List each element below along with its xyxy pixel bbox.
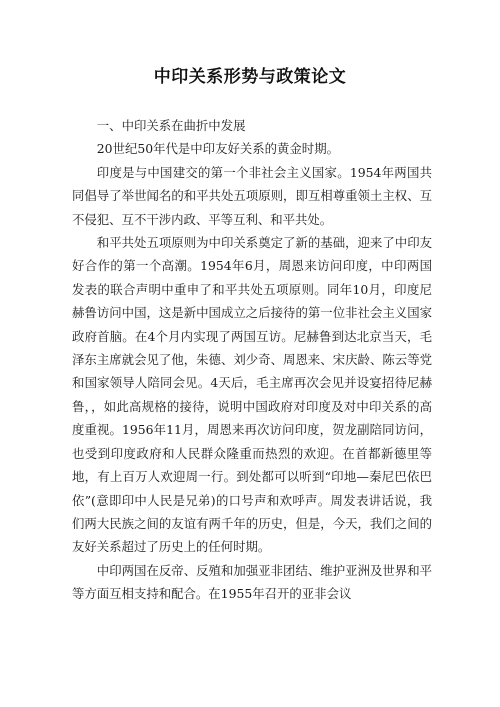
document-body	[72, 114, 432, 606]
paragraph-2: 印度是与中国建交的第一个非社会主义国家。1954年两国共同倡导了举世闻名的和平共处五项原则，即互相尊重领土主权、互不侵犯、互不干涉内政、平等互利、和平共处。	[72, 164, 432, 227]
paragraph-1: 20世纪50年代是中印友好关系的黄金时期。	[96, 141, 339, 157]
paragraph-4: 中印两国在反帝、反殖和加强亚非团结、维护亚洲及世界和平等方面互相支持和配合。在1955年召开的亚非会议	[72, 562, 432, 602]
paragraph-3: 和平共处五项原则为中印关系奠定了新的基础，迎来了中印友好合作的第一个高潮。1954年6月，周恩来访问印度，中印两国发表的联合声明中重申了和平共处五项原则。同年10月，印度尼赫鲁访问中国，这是新中国成立之后接待的第一位非社会主义国家政府首脑。在4个月内实现了两国互访。尼赫鲁到达北京当天，毛泽东主席就会见了他，朱德、刘少奇、周恩来、宋庆龄、陈云等党和国家领导人陪同会见。4天后，毛主席再次会见并设宴招待尼赫鲁，，如此高规格的接待，说明中国政府对印度及对中印关系的高度重视。1956年11月，周恩来再次访问印度，贺龙副陪同访问，也受到印度政府和人民群众隆重而热烈的欢迎。在首都新德里等地，有上百万人欢迎周一行。到处都可以听到“印地—秦尼巴依巴依”(意即印中人民是兄弟)的口号声和欢呼声。周发表讲话说，我们两大民族之间的友谊有两千年的历史，但是，今天，我们之间的友好关系超过了历史上的任何时期。	[72, 235, 432, 555]
section-heading: 一、中印关系在曲折中发展	[96, 118, 246, 133]
document-title: 中印关系形势与政策论文	[153, 67, 347, 87]
